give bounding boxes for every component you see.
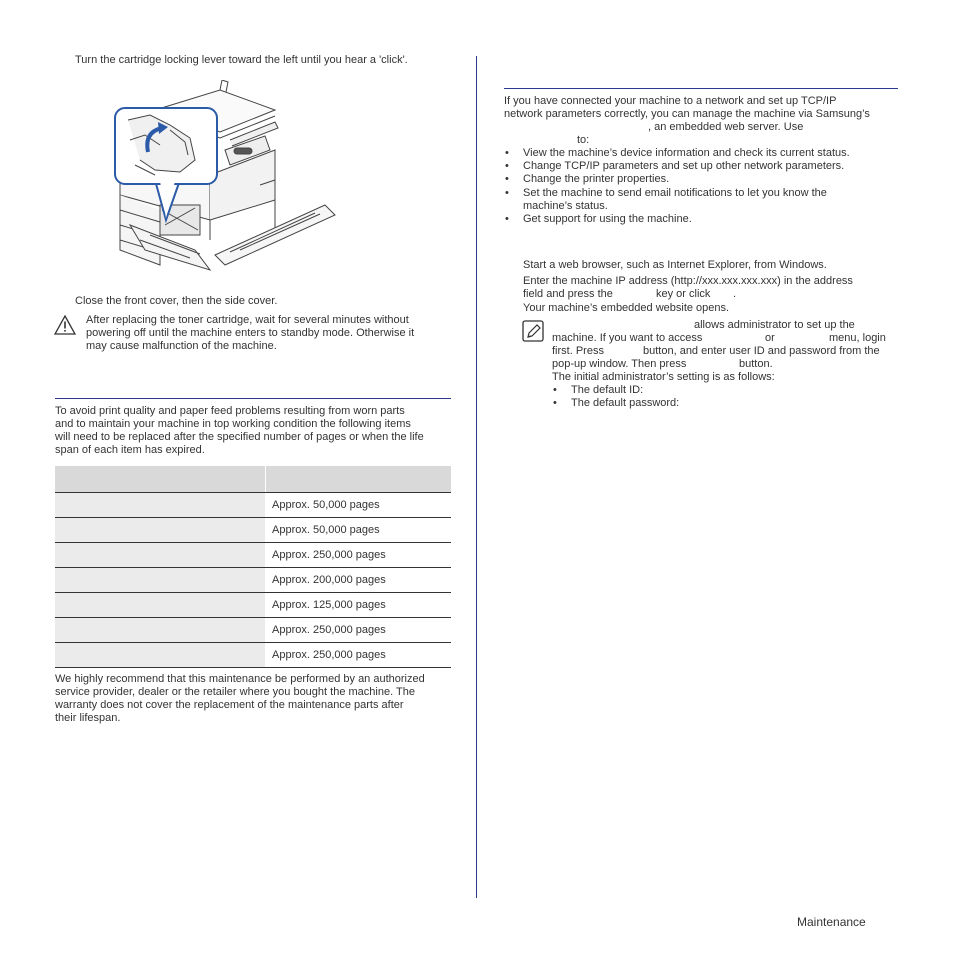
table-header-cell (55, 466, 266, 493)
table-row (55, 568, 451, 593)
maintenance-intro: To avoid print quality and paper feed problems resulting from worn parts and to maintain your machine in top working condition the following items will need to be replaced after the specified number of pages or when the life span of each item has expired. (55, 405, 424, 456)
yield-cell: Approx. 200,000 pages (266, 568, 452, 593)
web-intro-line: , an embedded web server. Use (648, 121, 804, 133)
table-header-cell (266, 466, 452, 493)
maintenance-parts-table (55, 466, 451, 668)
section-rule-left (55, 398, 451, 399)
web-intro-line: to: (577, 134, 590, 146)
yield-cell: Approx. 50,000 pages (266, 493, 452, 518)
table-row (55, 643, 451, 668)
note-text: allows administrator to set up the (694, 319, 855, 331)
table-row (55, 518, 451, 543)
note-text: The initial administrator’s setting is as follows: (552, 371, 775, 383)
step-1-text: Start a web browser, such as Internet Explorer, from Windows. (523, 259, 827, 271)
table-row (55, 618, 451, 643)
note-text: button, and enter user ID and password from the (643, 345, 880, 357)
note-text: first. Press (552, 345, 604, 357)
yield-cell: Approx. 250,000 pages (266, 618, 452, 643)
yield-cell: Approx. 250,000 pages (266, 643, 452, 668)
note-text: pop-up window. Then press (552, 358, 687, 370)
note-text: menu, login (829, 332, 886, 344)
web-intro-line: network parameters correctly, you can manage the machine via Samsung’s (504, 108, 870, 120)
step-2-text: . (733, 288, 737, 300)
warning-icon (54, 315, 76, 335)
step-2-text: field and press the (523, 288, 613, 300)
web-intro-line: If you have connected your machine to a network and set up TCP/IP (504, 95, 837, 107)
step-2-text: Enter the machine IP address (http://xxx.xxx.xxx.xxx) in the address (523, 275, 853, 287)
caution-text: After replacing the toner cartridge, wait for several minutes without powering off until the machine enters to standby mode. Otherwise it may cause malfunction of the machine. (86, 314, 415, 352)
yield-cell: Approx. 125,000 pages (266, 593, 452, 618)
note-text: machine. If you want to access (552, 332, 703, 344)
step-2-text: key or click (656, 288, 711, 300)
table-row (55, 593, 451, 618)
table-header-row (55, 466, 451, 493)
table-row (55, 493, 451, 518)
column-divider (476, 56, 477, 898)
step-close-text: Close the front cover, then the side cover. (75, 295, 278, 307)
recommendation-text: We highly recommend that this maintenance be performed by an authorized service provider, dealer or the retailer where you bought the machine. The warranty does not cover the replacement of the maintenance parts after their lifespan. (55, 673, 425, 724)
yield-cell: Approx. 50,000 pages (266, 518, 452, 543)
section-rule-right (504, 88, 898, 89)
table-row (55, 543, 451, 568)
printer-illustration (100, 80, 345, 285)
step-3-text: Your machine’s embedded website opens. (523, 302, 730, 314)
note-text: or (765, 332, 775, 344)
list-item-continued: machine’s status. (523, 200, 608, 212)
step-lever-text: Turn the cartridge locking lever toward the left until you hear a 'click'. (75, 54, 408, 66)
note-pencil-icon (522, 320, 544, 342)
note-text: button. (739, 358, 773, 370)
yield-cell: Approx. 250,000 pages (266, 543, 452, 568)
footer-section-name: Maintenance (797, 915, 866, 929)
